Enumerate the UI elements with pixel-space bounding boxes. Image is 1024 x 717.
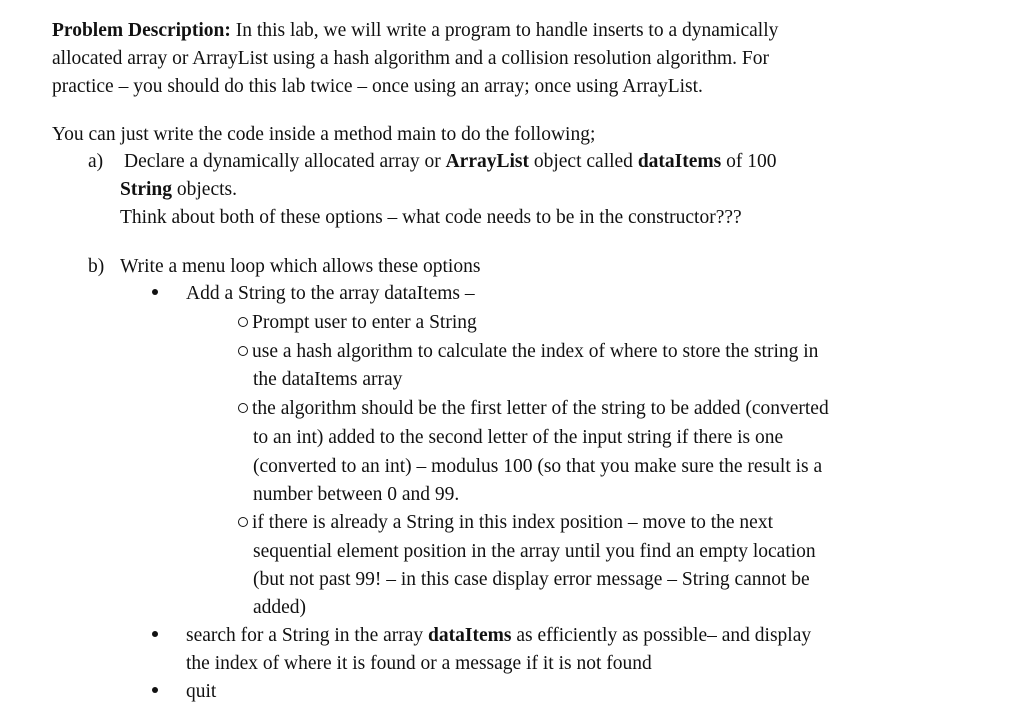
bullet-2-line-2: the index of where it is found or a message if it is not found (186, 653, 652, 674)
sub-item-4-text-3: (but not past 99! – in this case display error message – String cannot be (253, 569, 810, 590)
item-a-line-1 (124, 148, 776, 176)
item-a-text-2: object called (528, 151, 638, 172)
item-a-text-1: Declare a dynamically allocated array or (124, 151, 446, 172)
intro-text: You can just write the code inside a method main to do the following; (52, 124, 596, 145)
sub-item-3-text-4: number between 0 and 99. (253, 484, 460, 505)
sub-item-4-text-2: sequential element position in the array until you find an empty location (253, 541, 816, 562)
arraylist-term: ArrayList (445, 151, 529, 172)
item-b-marker: b) (88, 256, 105, 277)
sub-item-3 (238, 395, 829, 423)
problem-line-2: allocated array or ArrayList using a hash algorithm and a collision resolution algorithm. For (52, 48, 769, 69)
circle-bullet-icon (238, 517, 248, 527)
circle-bullet-icon (238, 346, 248, 356)
sub-item-4 (238, 509, 773, 537)
sub-item-3-text-3: (converted to an int) – modulus 100 (so that you make sure the result is a (253, 456, 823, 477)
sub-item-2 (238, 338, 818, 366)
problem-text-1: In this lab, we will write a program to handle inserts to a dynamically (230, 20, 779, 41)
bullet-3-text: quit (186, 681, 217, 702)
item-a-text-3: of 100 (721, 151, 777, 172)
sub-item-2-text-1: use a hash algorithm to calculate the index of where to store the string in (252, 341, 819, 362)
bullet-1-text: Add a String to the array dataItems – (186, 283, 475, 304)
circle-bullet-icon (238, 317, 248, 327)
item-a-line-3: Think about both of these options – what code needs to be in the constructor??? (120, 207, 742, 228)
sub-item-1 (238, 309, 477, 337)
string-term: String (120, 179, 173, 200)
bullet-2-text-2: as efficiently as possible– and display (511, 625, 812, 646)
dataitems-term: dataItems (637, 151, 722, 172)
problem-heading: Problem Description: (52, 20, 231, 41)
circle-bullet-icon (238, 403, 248, 413)
item-b-text: Write a menu loop which allows these options (120, 256, 481, 277)
sub-item-4-text-1: if there is already a String in this index position – move to the next (252, 512, 773, 533)
bullet-2-line-1 (186, 622, 811, 650)
sub-item-3-text-1: the algorithm should be the first letter of the string to be added (converted (252, 398, 829, 419)
bullet-1-dot (152, 289, 158, 295)
problem-line-3: practice – you should do this lab twice – once using an array; once using ArrayList. (52, 76, 703, 97)
item-a-text-4: objects. (172, 179, 237, 200)
sub-item-4-text-4: added) (253, 597, 307, 618)
sub-item-1-text: Prompt user to enter a String (252, 312, 477, 333)
bullet-2-text-1: search for a String in the array (186, 625, 429, 646)
item-a-line-2 (120, 176, 237, 204)
problem-line-1 (52, 17, 778, 45)
item-a-marker: a) (88, 151, 104, 172)
sub-item-2-text-2: the dataItems array (253, 369, 403, 390)
bullet-3-dot (152, 687, 158, 693)
dataitems-term-2: dataItems (428, 625, 512, 646)
sub-item-3-text-2: to an int) added to the second letter of the input string if there is one (253, 427, 784, 448)
bullet-2-dot (152, 631, 158, 637)
